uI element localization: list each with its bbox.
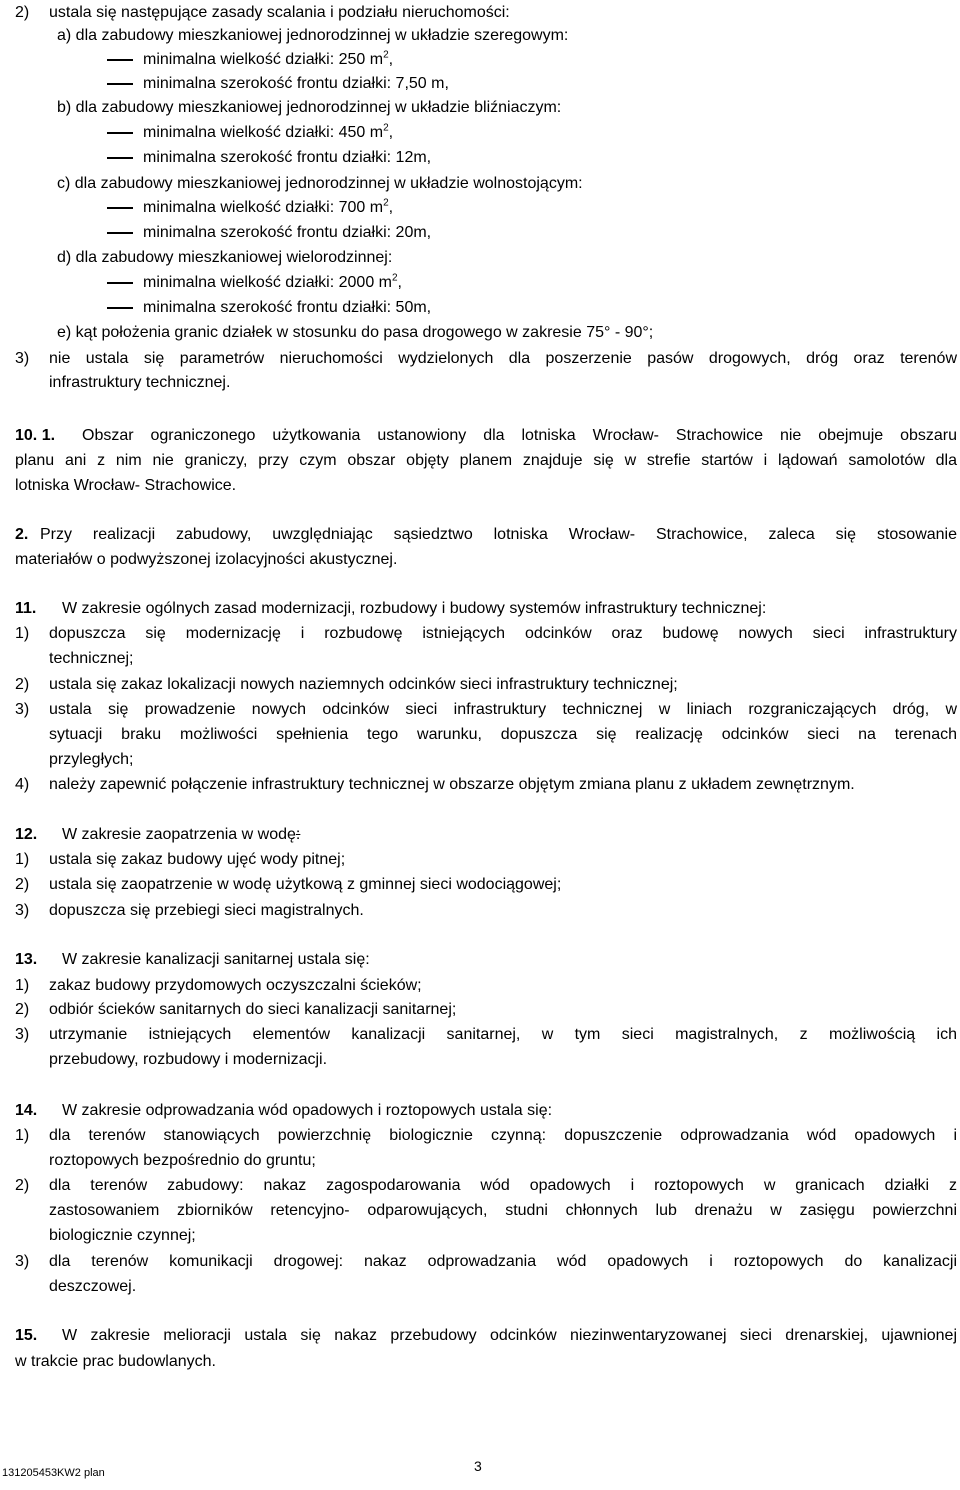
- text: ,: [397, 274, 402, 291]
- text: ,: [388, 124, 394, 141]
- paragraph-11: [0, 596, 960, 621]
- item-text: dopuszcza się modernizację i rozbudowę istniejących odcinków oraz budowę nowych sieci infrastruktury: [49, 625, 957, 642]
- subitem-text: e) kąt położenia granic działek w stosunku do pasa drogowego w zakresie 75° - 90°;: [57, 324, 654, 341]
- paragraph-title: W zakresie odprowadzania wód opadowych i roztopowych ustala się:: [62, 1102, 553, 1119]
- paragraph-title: [62, 822, 300, 847]
- item-text: sytuacji braku możliwości spełnienia tego warunku, dopuszcza się realizację odcinków sieci na terenach: [49, 726, 957, 743]
- list-item: [0, 1123, 960, 1148]
- item-number: 2): [15, 1001, 30, 1018]
- subitem-c: [0, 171, 960, 196]
- paragraph-10-2: [0, 522, 960, 547]
- list-item: [0, 697, 960, 722]
- item-text: biologicznie czynnej;: [49, 1227, 196, 1244]
- dash-item-text: [143, 47, 393, 72]
- item-text: dla terenów stanowiących powierzchnię biologicznie czynną: dopuszczenie odprowadzania wód opadowych i: [49, 1127, 957, 1144]
- item-number: 2): [15, 4, 30, 21]
- dash-item-text: minimalna szerokość frontu działki: 50m,: [143, 299, 432, 316]
- list-item-cont: [0, 1274, 960, 1299]
- document-id: 131205453KW2 plan: [2, 1467, 105, 1479]
- item-text: technicznej;: [49, 650, 134, 667]
- item-number: 3): [15, 701, 30, 718]
- item-text: deszczowej.: [49, 1278, 137, 1295]
- text: minimalna wielkość działki: 2000 m: [143, 274, 392, 291]
- item-text: ustala się następujące zasady scalania i podziału nieruchomości:: [49, 4, 510, 21]
- dash-bullet: [107, 83, 133, 85]
- dash-bullet: [107, 232, 133, 234]
- subitem-a: [0, 23, 960, 48]
- paragraph-text: W zakresie melioracji ustala się nakaz przebudowy odcinków niezinwentaryzowanej sieci drenarskiej, ujawnionej: [62, 1327, 957, 1344]
- paragraph-number: 15.: [15, 1327, 38, 1344]
- paragraph-text: Obszar ograniczonego użytkowania ustanowiony dla lotniska Wrocław- Strachowice nie obejmuje obszaru: [82, 427, 957, 444]
- subitem-text: c) dla zabudowy mieszkaniowej jednorodzinnej w układzie wolnostojącym:: [57, 175, 583, 192]
- paragraph-number: 14.: [15, 1102, 38, 1119]
- list-item-cont: [0, 722, 960, 747]
- dash-item: [0, 47, 960, 72]
- item-number: 3): [15, 902, 30, 919]
- list-item: [0, 672, 960, 697]
- list-item: [0, 847, 960, 872]
- dash-item: [0, 71, 960, 96]
- item-text: dla terenów zabudowy: nakaz zagospodarowania wód opadowych i roztopowych w granicach działki z: [49, 1177, 957, 1194]
- list-item: [0, 1173, 960, 1198]
- list-item-cont: [0, 1198, 960, 1223]
- item-number: 4): [15, 776, 30, 793]
- item-text: zakaz budowy przydomowych oczyszczalni ścieków;: [49, 977, 422, 994]
- item-number: 2): [15, 676, 30, 693]
- item-number: 2): [15, 876, 30, 893]
- dash-item: [0, 145, 960, 170]
- text: minimalna wielkość działki: 700 m: [143, 199, 384, 216]
- list-item: [0, 346, 960, 371]
- paragraph-text: w trakcie prac budowlanych.: [15, 1353, 216, 1370]
- list-item: [0, 1249, 960, 1274]
- text: W zakresie zaopatrzenia w wodę: [62, 826, 296, 843]
- item-text: ustala się zakaz lokalizacji nowych naziemnych odcinków sieci infrastruktury technicznej;: [49, 676, 678, 693]
- dash-bullet: [107, 132, 133, 134]
- text: ,: [388, 51, 394, 68]
- subitem-e: [0, 320, 960, 345]
- paragraph-number: 2.: [15, 526, 29, 543]
- item-text: należy zapewnić połączenie infrastruktury technicznej w obszarze objętym zmiana planu z układem zewnętrznym.: [49, 776, 855, 793]
- paragraph-number: 11.: [15, 600, 37, 617]
- dash-item-text: [143, 120, 393, 145]
- paragraph-15: [0, 1323, 960, 1348]
- paragraph-text: Przy realizacji zabudowy, uwzględniając sąsiedztwo lotniska Wrocław- Strachowice, zaleca się stosowanie: [40, 526, 957, 543]
- item-text: ustala się prowadzenie nowych odcinków sieci infrastruktury technicznej w liniach rozgraniczających dróg, w: [49, 701, 957, 718]
- list-item: [0, 997, 960, 1022]
- item-text: roztopowych bezpośrednio do gruntu;: [49, 1152, 316, 1169]
- dash-bullet: [107, 282, 133, 284]
- paragraph-13: [0, 947, 960, 972]
- subitem-d: [0, 245, 960, 270]
- list-item: [0, 0, 960, 25]
- paragraph-text: materiałów o podwyższonej izolacyjności akustycznej.: [15, 551, 398, 568]
- subitem-b: [0, 95, 960, 120]
- item-text: dopuszcza się przebiegi sieci magistralnych.: [49, 902, 364, 919]
- list-item-cont: [0, 646, 960, 671]
- subitem-text: b) dla zabudowy mieszkaniowej jednorodzinnej w układzie bliźniaczym:: [57, 99, 562, 116]
- list-item: [0, 973, 960, 998]
- item-number: 1): [15, 1127, 30, 1144]
- dash-item-text: minimalna szerokość frontu działki: 20m,: [143, 224, 432, 241]
- paragraph-text: lotniska Wrocław- Strachowice.: [15, 477, 237, 494]
- item-text: odbiór ścieków sanitarnych do sieci kanalizacji sanitarnej;: [49, 1001, 457, 1018]
- list-item: [0, 1022, 960, 1047]
- item-text: ustala się zakaz budowy ujęć wody pitnej;: [49, 851, 346, 868]
- dash-item: [0, 220, 960, 245]
- list-item: [0, 898, 960, 923]
- paragraph-12: [0, 822, 960, 847]
- paragraph-title: W zakresie kanalizacji sanitarnej ustala się:: [62, 951, 370, 968]
- superscript: 2: [391, 272, 398, 284]
- item-number: 1): [15, 977, 30, 994]
- dash-bullet: [107, 157, 133, 159]
- paragraph-line: [0, 448, 960, 473]
- item-text: przebudowy, rozbudowy i modernizacji.: [49, 1051, 328, 1068]
- list-item-cont: [0, 1223, 960, 1248]
- item-text: przyległych;: [49, 751, 134, 768]
- page-number: 3: [474, 1458, 482, 1474]
- paragraph-line: [0, 473, 960, 498]
- item-text: zastosowaniem zbiorników retencyjno- odparowujących, studni chłonnych lub drenażu w zasięgu powierzchni: [49, 1202, 957, 1219]
- text: minimalna wielkość działki: 450 m: [143, 124, 384, 141]
- paragraph-line: [0, 1349, 960, 1374]
- superscript: 2: [383, 197, 389, 209]
- dash-item: [0, 195, 960, 220]
- list-item: [0, 872, 960, 897]
- paragraph-14: [0, 1098, 960, 1123]
- dash-item: [0, 295, 960, 320]
- dash-item: [0, 120, 960, 145]
- dash-item: [0, 270, 960, 295]
- item-number: 1): [15, 625, 30, 642]
- subitem-text: a) dla zabudowy mieszkaniowej jednorodzinnej w układzie szeregowym:: [57, 27, 569, 44]
- item-number: 2): [15, 1177, 30, 1194]
- struck-text: :: [295, 826, 301, 843]
- item-number: 1): [15, 851, 30, 868]
- dash-item-text: minimalna szerokość frontu działki: 12m,: [143, 149, 432, 166]
- paragraph-10: [0, 423, 960, 448]
- paragraph-number: 12.: [15, 826, 38, 843]
- dash-bullet: [107, 207, 133, 209]
- item-number: 3): [15, 350, 30, 367]
- paragraph-number: 10. 1.: [15, 427, 56, 444]
- subitem-text: d) dla zabudowy mieszkaniowej wielorodzinnej:: [57, 249, 393, 266]
- dash-item-text: [143, 270, 402, 295]
- item-text: infrastruktury technicznej.: [49, 374, 231, 391]
- paragraph-line: [0, 547, 960, 572]
- dash-item-text: minimalna szerokość frontu działki: 7,50 m,: [143, 75, 449, 92]
- text: ,: [388, 199, 394, 216]
- list-item-cont: [0, 370, 960, 395]
- item-number: 3): [15, 1026, 30, 1043]
- paragraph-title: W zakresie ogólnych zasad modernizacji, rozbudowy i budowy systemów infrastruktury technicznej:: [62, 600, 767, 617]
- list-item-cont: [0, 1148, 960, 1173]
- list-item-cont: [0, 747, 960, 772]
- superscript: 2: [383, 122, 389, 134]
- text: minimalna wielkość działki: 250 m: [143, 51, 384, 68]
- item-text: nie ustala się parametrów nieruchomości wydzielonych dla poszerzenie pasów drogowych, dróg oraz terenów: [49, 350, 957, 367]
- list-item: [0, 621, 960, 646]
- superscript: 2: [383, 49, 389, 61]
- item-text: ustala się zaopatrzenie w wodę użytkową z gminnej sieci wodociągowej;: [49, 876, 562, 893]
- paragraph-number: 13.: [15, 951, 38, 968]
- list-item: [0, 772, 960, 797]
- dash-bullet: [107, 307, 133, 309]
- item-number: 3): [15, 1253, 30, 1270]
- list-item-cont: [0, 1047, 960, 1072]
- dash-item-text: [143, 195, 393, 220]
- dash-bullet: [107, 59, 133, 61]
- item-text: dla terenów komunikacji drogowej: nakaz odprowadzania wód opadowych i roztopowych do kanalizacji: [49, 1253, 957, 1270]
- paragraph-text: planu ani z nim nie graniczy, przy czym obszar objęty planem znajduje się w strefie startów i lądowań samolotów dla: [15, 452, 957, 469]
- item-text: utrzymanie istniejących elementów kanalizacji sanitarnej, w tym sieci magistralnych, z możliwością ich: [49, 1026, 957, 1043]
